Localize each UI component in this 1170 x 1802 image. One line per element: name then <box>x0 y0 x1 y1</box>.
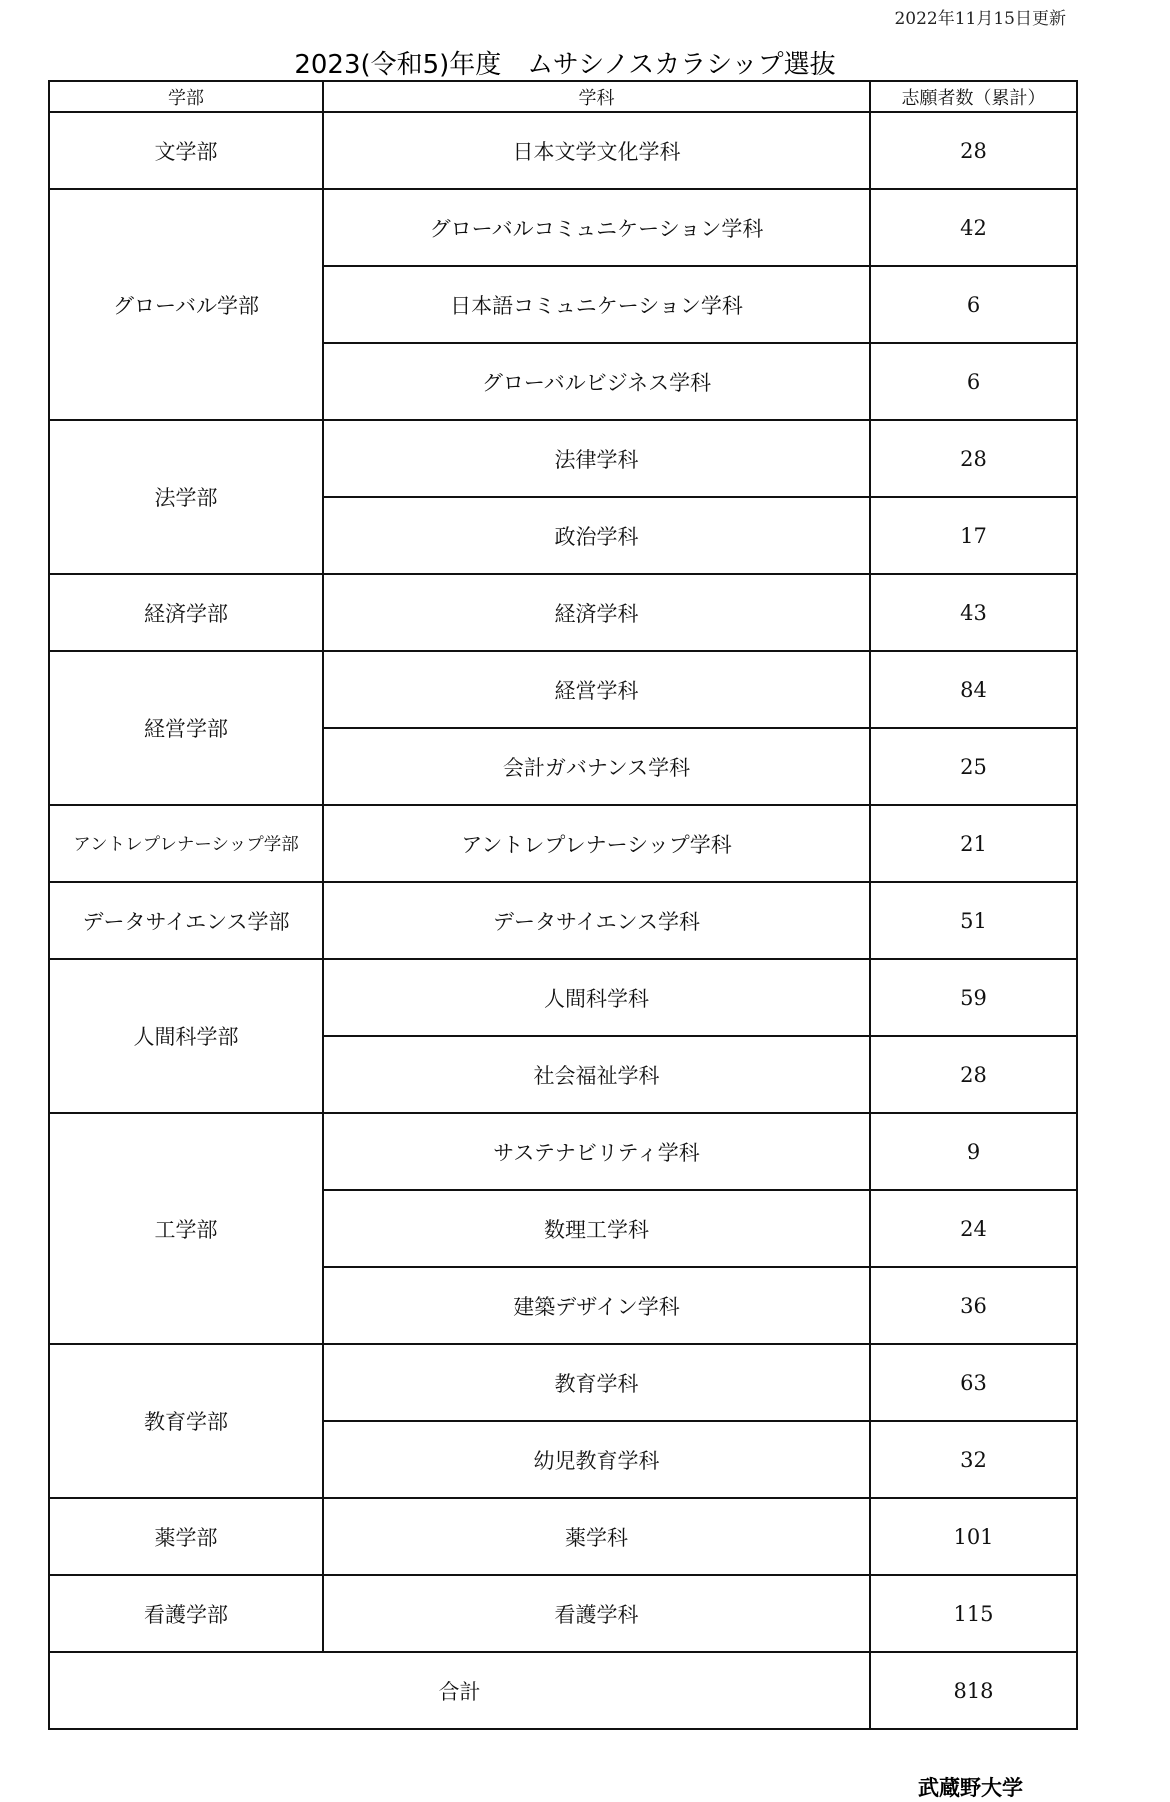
department-cell: 法律学科 <box>323 420 870 497</box>
applicant-count-cell: 28 <box>870 1036 1077 1113</box>
applicant-count-cell: 115 <box>870 1575 1077 1652</box>
table-row <box>49 112 1077 189</box>
department-cell: 建築デザイン学科 <box>323 1267 870 1344</box>
department-cell: サステナビリティ学科 <box>323 1113 870 1190</box>
total-count: 818 <box>870 1652 1077 1729</box>
faculty-cell: 経済学部 <box>49 574 323 651</box>
faculty-cell: アントレプレナーシップ学部 <box>49 805 323 882</box>
table-row <box>49 805 1077 882</box>
faculty-cell: データサイエンス学部 <box>49 882 323 959</box>
applicant-count-cell: 32 <box>870 1421 1077 1498</box>
applicant-count-cell: 101 <box>870 1498 1077 1575</box>
faculty-cell: 看護学部 <box>49 1575 323 1652</box>
department-cell: 経済学科 <box>323 574 870 651</box>
table-row <box>49 1498 1077 1575</box>
applicant-count-cell: 63 <box>870 1344 1077 1421</box>
applicant-count-cell: 36 <box>870 1267 1077 1344</box>
table-row <box>49 1113 1077 1190</box>
faculty-cell: 法学部 <box>49 420 323 574</box>
header-faculty: 学部 <box>49 81 323 112</box>
applicant-count-cell: 28 <box>870 420 1077 497</box>
department-cell: 社会福祉学科 <box>323 1036 870 1113</box>
applicant-count-cell: 17 <box>870 497 1077 574</box>
department-cell: 日本語コミュニケーション学科 <box>323 266 870 343</box>
department-cell: アントレプレナーシップ学科 <box>323 805 870 882</box>
department-cell: 政治学科 <box>323 497 870 574</box>
table-row <box>49 1344 1077 1421</box>
applicant-count-cell: 51 <box>870 882 1077 959</box>
applicant-count-cell: 9 <box>870 1113 1077 1190</box>
faculty-cell: 薬学部 <box>49 1498 323 1575</box>
table-body <box>49 112 1077 1729</box>
department-cell: グローバルビジネス学科 <box>323 343 870 420</box>
department-cell: 教育学科 <box>323 1344 870 1421</box>
faculty-cell: 経営学部 <box>49 651 323 805</box>
faculty-cell: 工学部 <box>49 1113 323 1344</box>
updated-date: 2022年11月15日更新 <box>894 9 1066 29</box>
department-cell: 会計ガバナンス学科 <box>323 728 870 805</box>
applicant-count-cell: 84 <box>870 651 1077 728</box>
applicant-count-cell: 21 <box>870 805 1077 882</box>
applicant-count-cell: 59 <box>870 959 1077 1036</box>
applicant-count-cell: 25 <box>870 728 1077 805</box>
page-title: 2023(令和5)年度 ムサシノスカラシップ選抜 <box>294 50 836 80</box>
applicants-table <box>48 80 1078 1730</box>
header-applicants: 志願者数（累計） <box>870 81 1077 112</box>
faculty-cell: 文学部 <box>49 112 323 189</box>
department-cell: 人間科学科 <box>323 959 870 1036</box>
table-row <box>49 651 1077 728</box>
department-cell: 薬学科 <box>323 1498 870 1575</box>
department-cell: 数理工学科 <box>323 1190 870 1267</box>
department-cell: 日本文学文化学科 <box>323 112 870 189</box>
department-cell: 看護学科 <box>323 1575 870 1652</box>
applicant-count-cell: 6 <box>870 266 1077 343</box>
applicant-count-cell: 43 <box>870 574 1077 651</box>
table-row <box>49 959 1077 1036</box>
header-department: 学科 <box>323 81 870 112</box>
total-row <box>49 1652 1077 1729</box>
table-row <box>49 1575 1077 1652</box>
applicant-count-cell: 24 <box>870 1190 1077 1267</box>
table-header-row <box>49 81 1077 112</box>
department-cell: 幼児教育学科 <box>323 1421 870 1498</box>
department-cell: データサイエンス学科 <box>323 882 870 959</box>
table-row <box>49 882 1077 959</box>
table-row <box>49 189 1077 266</box>
faculty-cell: グローバル学部 <box>49 189 323 420</box>
applicant-count-cell: 28 <box>870 112 1077 189</box>
department-cell: グローバルコミュニケーション学科 <box>323 189 870 266</box>
university-name: 武蔵野大学 <box>918 1775 1023 1800</box>
faculty-cell: 教育学部 <box>49 1344 323 1498</box>
department-cell: 経営学科 <box>323 651 870 728</box>
faculty-cell: 人間科学部 <box>49 959 323 1113</box>
applicant-count-cell: 6 <box>870 343 1077 420</box>
table-row <box>49 574 1077 651</box>
applicant-count-cell: 42 <box>870 189 1077 266</box>
total-label: 合計 <box>49 1652 870 1729</box>
table-row <box>49 420 1077 497</box>
